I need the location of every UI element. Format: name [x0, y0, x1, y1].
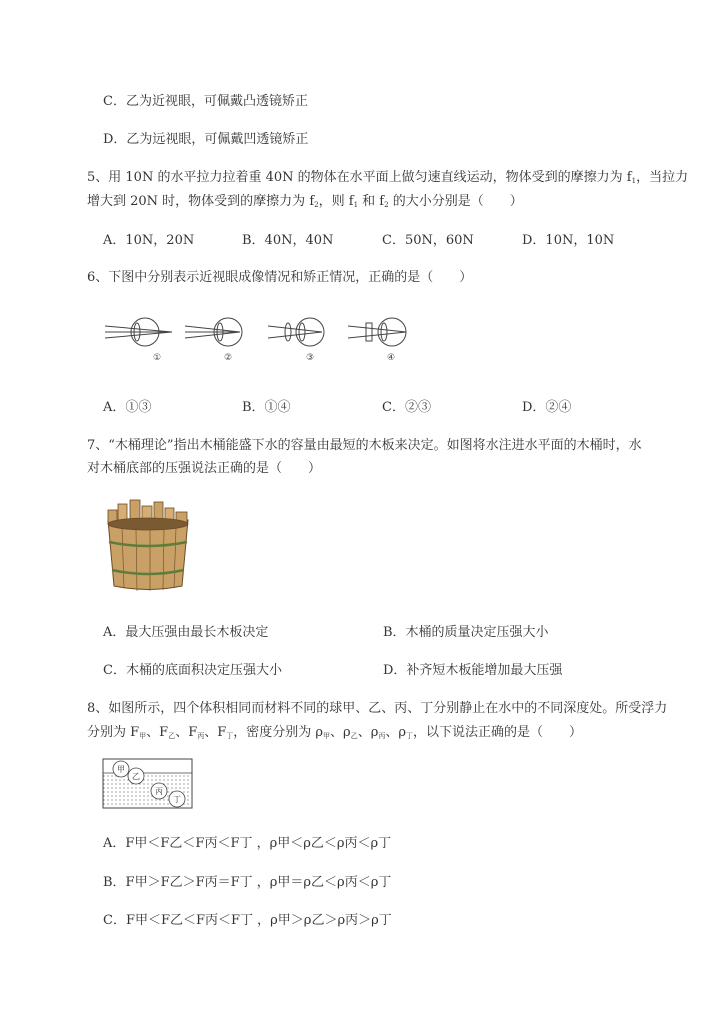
q5-option-c[interactable]: C．50N，60N	[382, 233, 474, 248]
q5-stem-line2: 增大到 20N 时，物体受到的摩擦力为 $f_2$，则 $f_1$ 和 $f_2$ 的大小分别是（ ）	[87, 194, 523, 209]
eye-diagram-4	[348, 318, 406, 346]
eye-label-4: ④	[387, 353, 396, 363]
q6-option-a[interactable]: A．①③	[103, 400, 152, 415]
eye-diagram-2	[185, 318, 242, 346]
eye-diagram-1	[105, 318, 172, 346]
q7-stem-line2: 对木桶底部的压强说法正确的是（ ）	[87, 461, 322, 476]
option-c-prev: C．乙为近视眼，可佩戴凸透镜矫正	[103, 94, 308, 109]
eye-diagram-3	[268, 318, 324, 346]
eye-label-1: ①	[153, 353, 162, 363]
wooden-bucket-figure	[102, 498, 194, 593]
q6-option-d[interactable]: D．②④	[522, 400, 572, 415]
q8-option-b[interactable]: B．F甲＞F乙＞F丙＝F丁 ，ρ甲＝ρ乙＜ρ丙＜ρ丁	[103, 875, 392, 890]
ball-label-bing: 丙	[155, 787, 163, 796]
ball-label-jia: 甲	[117, 765, 125, 774]
q8-option-c[interactable]: C．F甲＜F乙＜F丙＜F丁 ，ρ甲＞ρ乙＞ρ丙＞ρ丁	[103, 913, 392, 928]
q7-option-c[interactable]: C．木桶的底面积决定压强大小	[103, 663, 282, 678]
q8-option-a[interactable]: A．F甲＜F乙＜F丙＜F丁 ，ρ甲＜ρ乙＜ρ丙＜ρ丁	[103, 836, 392, 851]
q7-stem-line1: 7、“木桶理论”指出木桶能盛下水的容量由最短的木板来决定。如图将水注进水平面的木桶时，水	[87, 438, 642, 453]
q7-option-b[interactable]: B．木桶的质量决定压强大小	[383, 625, 549, 640]
balls-in-water-figure	[102, 758, 194, 810]
q6-stem: 6、下图中分别表示近视眼成像情况和矫正情况，正确的是（ ）	[87, 270, 473, 285]
eye-diagram-figure	[100, 312, 420, 372]
option-d-prev: D．乙为远视眼，可佩戴凹透镜矫正	[103, 132, 309, 147]
q7-option-d[interactable]: D．补齐短木板能增加最大压强	[383, 663, 563, 678]
ball-label-yi: 乙	[132, 772, 140, 781]
ball-label-ding: 丁	[173, 795, 181, 804]
q5-option-d[interactable]: D．10N，10N	[522, 233, 615, 248]
q8-stem-line2: 分别为 $F_甲$、$F_乙$、$F_丙$、$F_丁$，密度分别为 $\rho_甲$、$\rho_乙$、$\rho_丙$、$\rho_丁$，以下说法正确的是（ ）	[87, 725, 583, 740]
q5-option-a[interactable]: A．10N，20N	[103, 233, 195, 248]
q6-option-b[interactable]: B．①④	[242, 400, 291, 415]
q6-option-c[interactable]: C．②③	[382, 400, 431, 415]
q8-stem-line1: 8、如图所示，四个体积相同而材料不同的球甲、乙、丙、丁分别静止在水中的不同深度处。所受浮力	[87, 701, 668, 716]
q5-stem-line1: 5、用 10N 的水平拉力拉着重 40N 的物体在水平面上做匀速直线运动，物体受到的摩擦力为 $f_1$，当拉力	[87, 170, 689, 185]
eye-label-2: ②	[224, 353, 233, 363]
q5-option-b[interactable]: B．40N，40N	[242, 233, 334, 248]
eye-label-3: ③	[306, 353, 315, 363]
q7-option-a[interactable]: A．最大压强由最长木板决定	[103, 625, 269, 640]
